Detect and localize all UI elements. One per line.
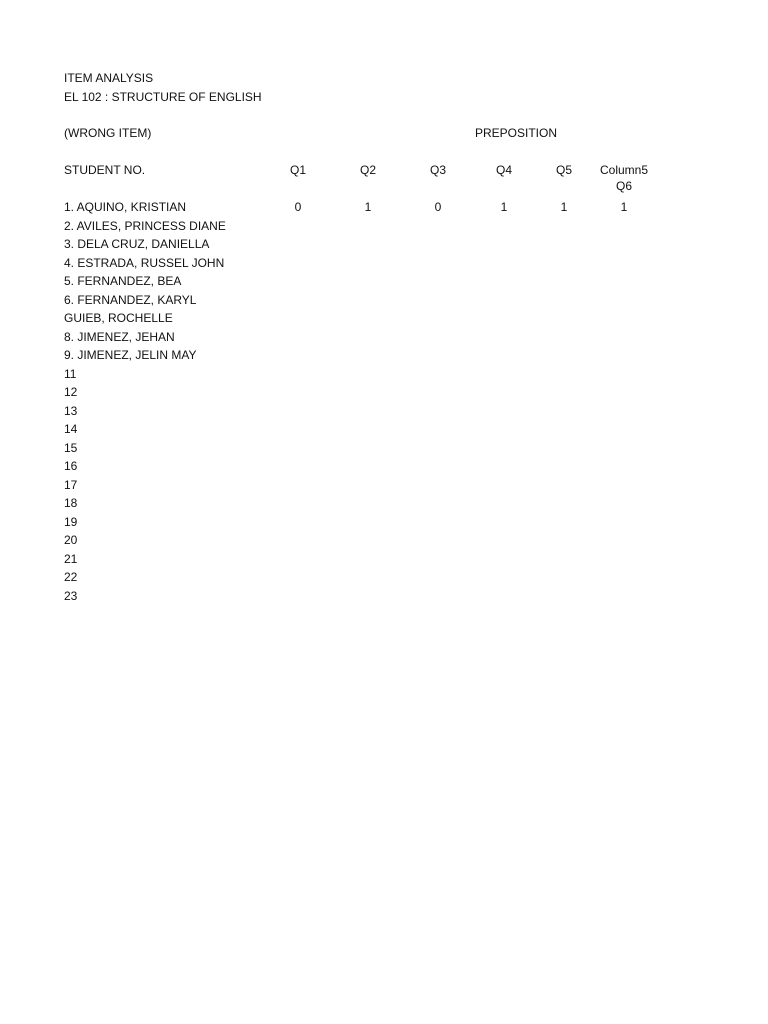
student-name: 23 (64, 588, 78, 603)
student-name: 15 (64, 440, 78, 455)
student-name: 12 (64, 385, 78, 399)
table-row (0, 551, 768, 570)
table-row (0, 588, 768, 607)
table-row (0, 477, 768, 496)
table-row (0, 384, 768, 403)
category-label: PREPOSITION (475, 126, 558, 140)
document-subtitle: EL 102 : STRUCTURE OF ENGLISH (64, 90, 262, 104)
student-name: 18 (64, 496, 78, 510)
table-row (0, 310, 768, 329)
student-name: 5. FERNANDEZ, BEA (64, 274, 182, 288)
student-name: 17 (64, 477, 78, 492)
table-row (0, 403, 768, 422)
table-header (0, 162, 768, 202)
student-name: 11 (64, 366, 77, 381)
table-row (0, 199, 768, 218)
table-row (0, 347, 768, 366)
student-name: 6. FERNANDEZ, KARYL (64, 292, 197, 307)
score-q6: 1 (620, 200, 628, 214)
header-q5: Q5 (555, 163, 572, 177)
student-name: 13 (64, 403, 78, 418)
student-name: 9. JIMENEZ, JELIN MAY (64, 348, 197, 362)
student-name: 16 (64, 459, 78, 473)
table-row (0, 514, 768, 533)
student-name: 8. JIMENEZ, JEHAN (64, 329, 175, 344)
document-title: ITEM ANALYSIS (64, 71, 154, 85)
table-row (0, 218, 768, 237)
table-row (0, 273, 768, 292)
score-q4: 1 (500, 200, 508, 214)
table-row (0, 440, 768, 459)
score-q1: 0 (294, 200, 302, 214)
table-row (0, 255, 768, 274)
student-name: 22 (64, 570, 78, 584)
student-name: GUIEB, ROCHELLE (64, 311, 173, 325)
table-row (0, 532, 768, 551)
student-name: 1. AQUINO, KRISTIAN (64, 200, 187, 214)
student-name: 14 (64, 422, 78, 436)
header-q4: Q4 (495, 163, 512, 177)
table-row (0, 329, 768, 348)
section-label: (WRONG ITEM) (64, 126, 152, 140)
student-name: 19 (64, 514, 78, 529)
student-name: 21 (64, 551, 78, 566)
table-row (0, 495, 768, 514)
header-q3: Q3 (429, 163, 446, 177)
score-q3: 0 (434, 200, 442, 214)
header-q1: Q1 (289, 163, 306, 177)
table-row (0, 292, 768, 311)
score-q5: 1 (560, 200, 568, 214)
header-student-no: STUDENT NO. (64, 163, 146, 177)
student-list (0, 199, 768, 606)
header-q6 (594, 162, 654, 194)
score-q2: 1 (364, 200, 372, 214)
student-name: 20 (64, 533, 78, 547)
table-row (0, 236, 768, 255)
student-name: 4. ESTRADA, RUSSEL JOHN (64, 255, 225, 270)
header-q6-label: Q6 (615, 179, 632, 193)
student-name: 3. DELA CRUZ, DANIELLA (64, 237, 210, 251)
table-row (0, 458, 768, 477)
table-row (0, 421, 768, 440)
header-column5: Column5 (599, 163, 649, 177)
header-q2: Q2 (359, 163, 376, 177)
table-row (0, 569, 768, 588)
table-row (0, 366, 768, 385)
student-name: 2. AVILES, PRINCESS DIANE (64, 218, 226, 233)
